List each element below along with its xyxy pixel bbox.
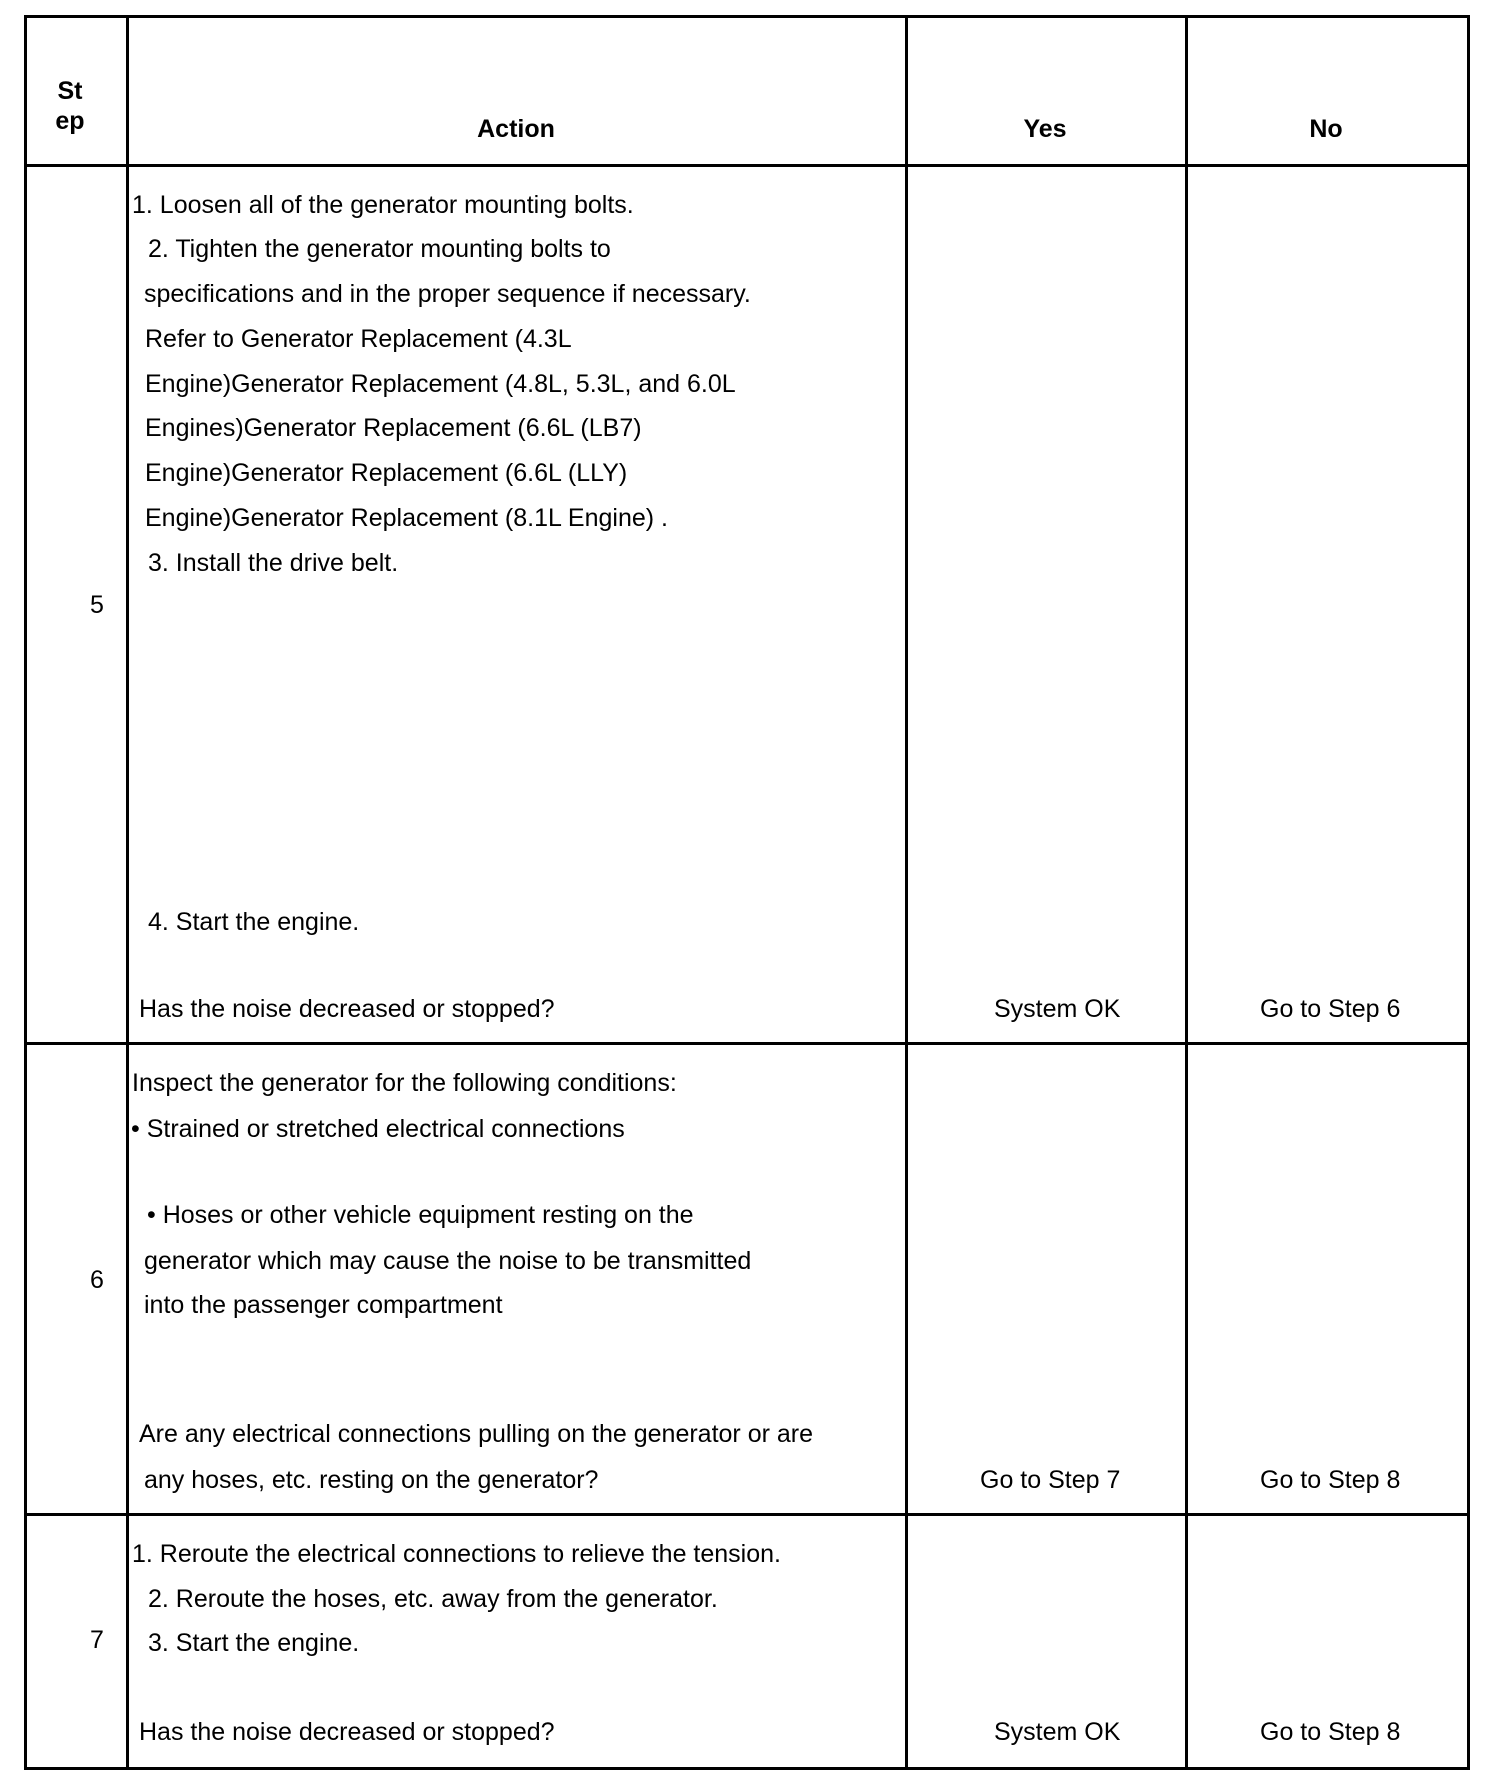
yes-result: System OK	[994, 995, 1121, 1023]
col-divider-action-yes	[905, 16, 908, 1770]
action-line: 2. Reroute the hoses, etc. away from the generator.	[148, 1585, 718, 1613]
action-line: • Strained or stretched electrical connections	[131, 1115, 625, 1143]
action-line: Engines)Generator Replacement (6.6L (LB7)	[145, 414, 642, 442]
header-yes: Yes	[1023, 115, 1067, 143]
action-line: Engine)Generator Replacement (4.8L, 5.3L, and 6.0L	[145, 370, 736, 398]
header-step	[40, 76, 100, 136]
action-line: • Hoses or other vehicle equipment resting on the	[147, 1201, 694, 1229]
action-line: 2. Tighten the generator mounting bolts to	[148, 235, 611, 263]
action-line: Inspect the generator for the following conditions:	[132, 1069, 677, 1097]
row-divider-5-6	[24, 1042, 1470, 1045]
header-divider	[24, 164, 1470, 167]
action-question: Has the noise decreased or stopped?	[139, 1718, 555, 1746]
action-question: Has the noise decreased or stopped?	[139, 995, 555, 1023]
no-result: Go to Step 6	[1260, 995, 1401, 1023]
row-step-number: 5	[90, 591, 104, 619]
table-border-right	[1467, 16, 1470, 1770]
no-result: Go to Step 8	[1260, 1466, 1401, 1494]
action-line: specifications and in the proper sequence if necessary.	[144, 280, 751, 308]
action-question: Are any electrical connections pulling on the generator or are	[139, 1420, 814, 1448]
header-action: Action	[477, 115, 555, 143]
action-line: 3. Start the engine.	[148, 1629, 360, 1657]
action-line: generator which may cause the noise to be transmitted	[144, 1247, 752, 1275]
action-line: Engine)Generator Replacement (6.6L (LLY)	[145, 459, 628, 487]
action-question: any hoses, etc. resting on the generator?	[144, 1466, 599, 1494]
action-line: Refer to Generator Replacement (4.3L	[145, 325, 572, 353]
yes-result: System OK	[994, 1718, 1121, 1746]
table-border-top	[24, 15, 1470, 18]
action-line: into the passenger compartment	[144, 1291, 503, 1319]
table-border-left	[24, 16, 27, 1770]
col-divider-yes-no	[1185, 16, 1188, 1770]
yes-result: Go to Step 7	[980, 1466, 1121, 1494]
action-line: 3. Install the drive belt.	[148, 549, 399, 577]
row-step-number: 7	[90, 1626, 104, 1654]
action-line: 1. Reroute the electrical connections to relieve the tension.	[132, 1540, 781, 1568]
action-line: 4. Start the engine.	[148, 908, 360, 936]
row-step-number: 6	[90, 1266, 104, 1294]
col-divider-step-action	[126, 16, 129, 1770]
row-divider-6-7	[24, 1513, 1470, 1516]
no-result: Go to Step 8	[1260, 1718, 1401, 1746]
header-step-line2: ep	[55, 107, 85, 135]
action-line: Engine)Generator Replacement (8.1L Engine) .	[145, 504, 668, 532]
table-border-bottom	[24, 1767, 1470, 1770]
header-no: No	[1309, 115, 1343, 143]
header-step-line1: St	[57, 77, 83, 105]
action-line: 1. Loosen all of the generator mounting bolts.	[132, 191, 634, 219]
